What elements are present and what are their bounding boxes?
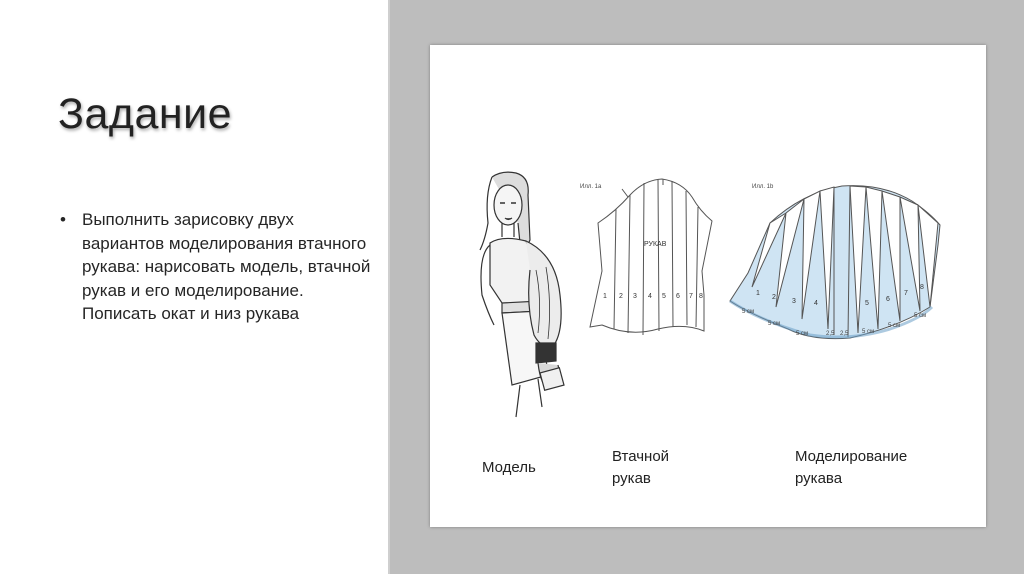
svg-text:4: 4	[814, 300, 818, 307]
bullet-item	[60, 208, 380, 326]
bullet-text: Выполнить зарисовку двух вариантов моделирования втачного рукава: нарисовать модель, втачной рукав и его моделирование. Пописать окат и низ рукава	[82, 210, 371, 323]
caption-modeling: Моделирование рукава	[795, 448, 908, 487]
svg-text:5 см: 5 см	[888, 323, 901, 329]
bullet-dot-icon: •	[60, 210, 66, 229]
svg-text:3: 3	[792, 298, 796, 305]
svg-text:5 см: 5 см	[742, 309, 755, 315]
svg-text:6: 6	[886, 296, 890, 303]
svg-text:8: 8	[699, 293, 703, 300]
svg-text:2: 2	[619, 293, 623, 300]
svg-text:3: 3	[633, 293, 637, 300]
svg-text:5 см: 5 см	[796, 331, 809, 337]
sleeve-pattern	[590, 179, 712, 335]
slide-title: Задание	[58, 90, 233, 138]
svg-text:1: 1	[603, 293, 607, 300]
svg-text:7: 7	[904, 290, 908, 297]
svg-text:4: 4	[648, 293, 652, 300]
text-panel	[0, 0, 389, 574]
svg-text:5 см: 5 см	[862, 329, 875, 335]
ill-b-label: Илл. 1b	[752, 184, 774, 190]
svg-text:5 см: 5 см	[768, 321, 781, 327]
svg-text:1: 1	[756, 290, 760, 297]
svg-text:5 см: 5 см	[914, 313, 927, 319]
svg-text:8: 8	[920, 284, 924, 291]
svg-text:2,5: 2,5	[840, 331, 849, 337]
caption-sleeve: Втачной рукав	[612, 448, 670, 487]
svg-text:5: 5	[662, 293, 666, 300]
svg-text:5: 5	[865, 300, 869, 307]
svg-text:6: 6	[676, 293, 680, 300]
bullet-list	[60, 208, 380, 326]
sleeve-label: РУКАВ	[644, 241, 667, 248]
fashion-model-sketch	[480, 172, 564, 417]
illustration-card	[430, 45, 986, 527]
caption-model: Модель	[482, 459, 536, 476]
svg-text:2,5: 2,5	[826, 331, 835, 337]
ill-a-label: Илл. 1а	[580, 184, 602, 190]
svg-text:7: 7	[689, 293, 693, 300]
sleeve-modeling-pattern	[730, 186, 940, 339]
svg-text:2: 2	[772, 294, 776, 301]
